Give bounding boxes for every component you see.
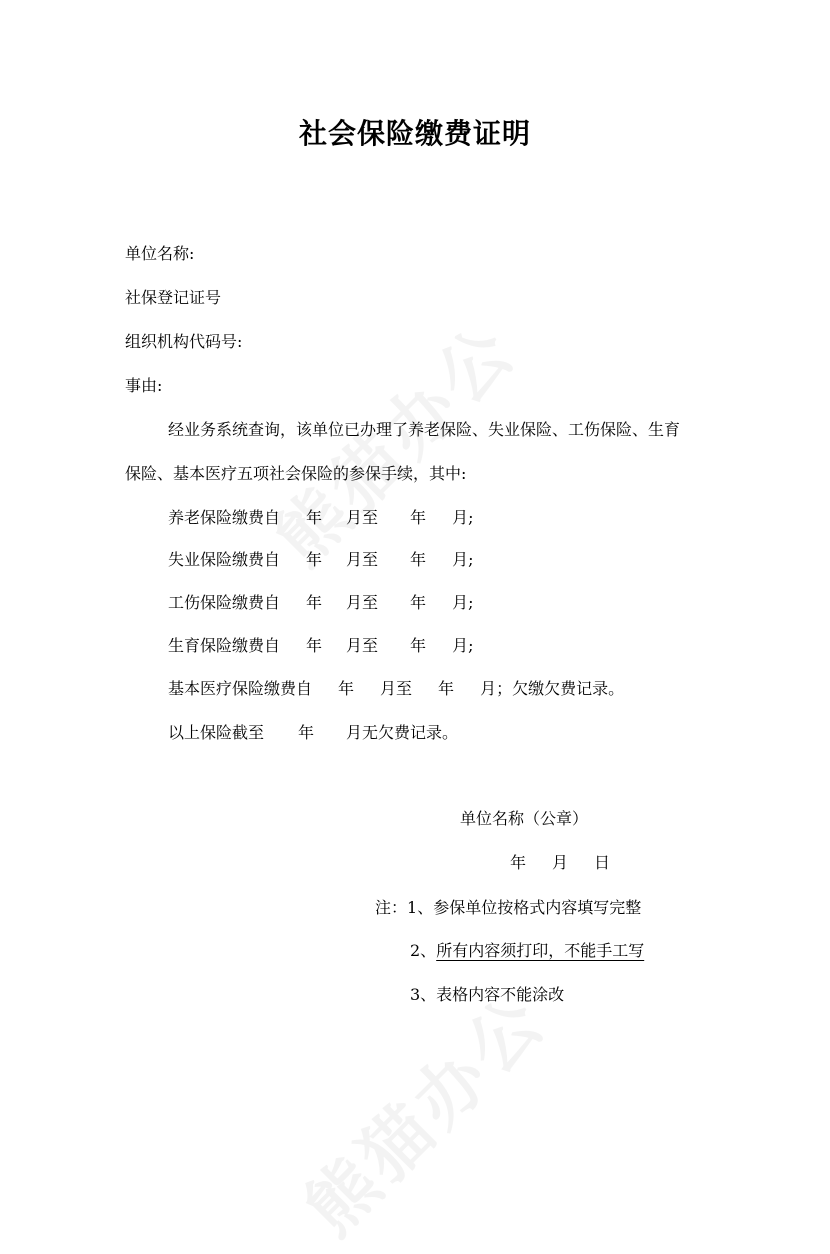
note-2-number: 2、 [410, 941, 437, 960]
date-day: 日 [594, 853, 611, 872]
item-name: 工伤保险缴费自 [168, 593, 281, 612]
note-label: 注： [375, 898, 408, 917]
item-month-end: 月；欠缴欠费记录。 [480, 679, 625, 698]
item-year-start: 年 [306, 550, 323, 569]
item-month-end: 月; [452, 593, 474, 612]
item-year-end: 年 [410, 508, 427, 527]
item-year-start: 年 [306, 636, 323, 655]
note-1 [375, 897, 641, 919]
paragraph-line-2: 保险、基本医疗五项社会保险的参保手续，其中: [125, 464, 467, 483]
item-month-to: 月至 [380, 679, 413, 698]
date-month: 月 [552, 853, 569, 872]
item-year-start: 年 [306, 508, 323, 527]
page-title: 社会保险缴费证明 [298, 117, 531, 150]
insurance-item-maternity [168, 635, 473, 657]
insurance-item-medical [168, 678, 624, 700]
item-year-end: 年 [410, 636, 427, 655]
note-2-text: 所有内容须打印，不能手工写 [436, 941, 645, 960]
summary-line [168, 722, 458, 744]
note-1-text: 1、参保单位按格式内容填写完整 [407, 898, 642, 917]
note-3: 3、表格内容不能涂改 [410, 985, 565, 1004]
reason-label: 事由: [125, 376, 163, 395]
item-month-to: 月至 [346, 550, 379, 569]
item-name: 生育保险缴费自 [168, 636, 281, 655]
item-month-end: 月; [452, 508, 474, 527]
watermark-logo-2 [279, 967, 565, 1253]
paragraph-line-1: 经业务系统查询，该单位已办理了养老保险、失业保险、工伤保险、生育 [168, 420, 681, 439]
item-year-end: 年 [410, 550, 427, 569]
item-year-start: 年 [306, 593, 323, 612]
summary-prefix: 以上保险截至 [168, 723, 265, 742]
signature-date [510, 852, 610, 874]
item-year-end: 年 [410, 593, 427, 612]
insurance-item-unemployment [168, 549, 473, 571]
note-2 [410, 940, 644, 962]
item-month-to: 月至 [346, 593, 379, 612]
item-month-to: 月至 [346, 636, 379, 655]
unit-name-label: 单位名称: [125, 244, 195, 263]
date-year: 年 [510, 853, 527, 872]
item-name: 失业保险缴费自 [168, 550, 281, 569]
social-reg-label: 社保登记证号 [125, 288, 222, 307]
summary-year: 年 [298, 723, 315, 742]
unit-seal-label: 单位名称（公章） [460, 809, 589, 828]
item-month-end: 月; [452, 550, 474, 569]
item-name: 基本医疗保险缴费自 [168, 679, 313, 698]
item-month-end: 月; [452, 636, 474, 655]
insurance-item-pension [168, 507, 473, 529]
item-year-end: 年 [438, 679, 455, 698]
org-code-label: 组织机构代码号: [125, 332, 243, 351]
item-month-to: 月至 [346, 508, 379, 527]
summary-suffix: 月无欠费记录。 [346, 723, 459, 742]
item-name: 养老保险缴费自 [168, 508, 281, 527]
item-year-start: 年 [338, 679, 355, 698]
insurance-item-injury [168, 592, 473, 614]
